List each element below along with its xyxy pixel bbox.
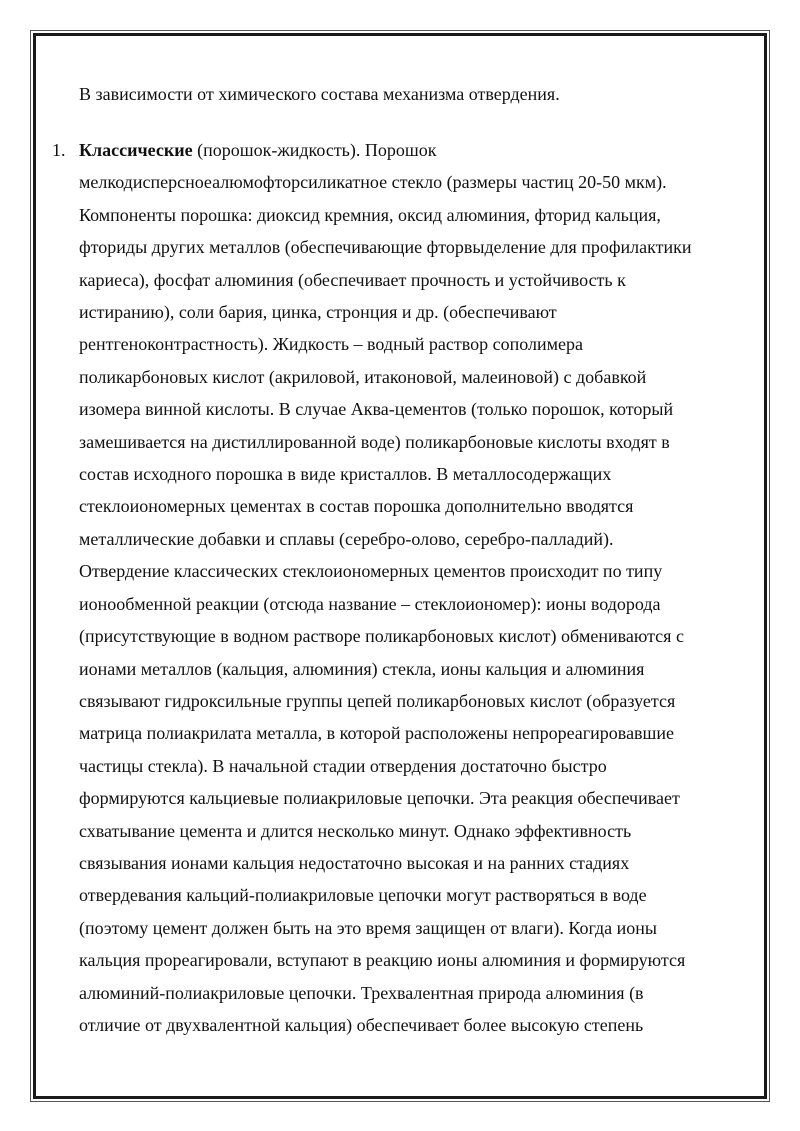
text-line: отличие от двухвалентной кальция) обеспечивает более высокую степень [79, 1014, 644, 1035]
list-item-first-line [79, 134, 739, 166]
text-line: схватывание цемента и длится несколько минут. Однако эффективность [79, 820, 632, 841]
text-line: истиранию), соли бария, цинка, стронция и др. (обеспечивают [79, 302, 557, 323]
text-line: стеклоиономерных цементах в состав порошка дополнительно вводятся [79, 496, 634, 517]
intro-paragraph: В зависимости от химического состава механизма отвердения. [79, 84, 560, 104]
text-line: матрица полиакрилата металла, в которой расположены непрореагировавшие [79, 723, 675, 744]
text-line: замешивается на дистиллированной воде) поликарбоновые кислоты входят в [79, 431, 670, 452]
text-line: рентгеноконтрастность). Жидкость – водный раствор сополимера [79, 334, 584, 355]
text-line: алюминий-полиакриловые цепочки. Трехвалентная природа алюминия (в [79, 982, 644, 1003]
text-line: металлические добавки и сплавы (серебро-олово, серебро-палладий). [79, 528, 614, 549]
list-item-body [79, 134, 739, 1041]
page-frame [33, 33, 767, 1099]
list-marker: 1. [52, 140, 66, 160]
text-line: состав исходного порошка в виде кристаллов. В металлосодержащих [79, 464, 612, 485]
text-line: связывания ионами кальция недостаточно высокая и на ранних стадиях [79, 852, 630, 873]
text-line: Отвердение классических стеклоиономерных цементов происходит по типу [79, 561, 663, 582]
text-line: Компоненты порошка: диоксид кремния, оксид алюминия, фторид кальция, [79, 204, 661, 225]
text-line: (поэтому цемент должен быть на это время защищен от влаги). Когда ионы [79, 917, 657, 938]
text-line: мелкодисперсноеалюмофторсиликатное стекло (размеры частиц 20-50 мкм). [79, 172, 667, 193]
list-item-term: Классические [79, 140, 193, 160]
text-line: ионами металлов (кальция, алюминия) стекла, ионы кальция и алюминия [79, 658, 645, 679]
text-line: ионообменной реакции (отсюда название – стеклоиономер): ионы водорода [79, 593, 661, 614]
text-line: связывают гидроксильные группы цепей поликарбоновых кислот (образуется [79, 690, 676, 711]
text-line: (присутствующие в водном растворе поликарбоновых кислот) обмениваются с [79, 626, 684, 647]
text-line: поликарбоновых кислот (акриловой, итаконовой, малеиновой) с добавкой [79, 366, 647, 387]
text-line: формируются кальциевые полиакриловые цепочки. Эта реакция обеспечивает [79, 788, 680, 809]
text-line: кариеса), фосфат алюминия (обеспечивает прочность и устойчивость к [79, 269, 626, 290]
text-line: отвердевания кальций-полиакриловые цепочки могут растворяться в воде [79, 885, 647, 906]
text-line: изомера винной кислоты. В случае Аква-цементов (только порошок, который [79, 399, 674, 420]
text-line: частицы стекла). В начальной стадии отвердения достаточно быстро [79, 755, 607, 776]
list-item-first-line-text: (порошок-жидкость). Порошок [192, 140, 437, 160]
text-line: фториды других металлов (обеспечивающие фторвыделение для профилактики [79, 237, 692, 258]
page-content [36, 36, 764, 1096]
text-line: кальция прореагировали, вступают в реакцию ионы алюминия и формируются [79, 950, 686, 971]
